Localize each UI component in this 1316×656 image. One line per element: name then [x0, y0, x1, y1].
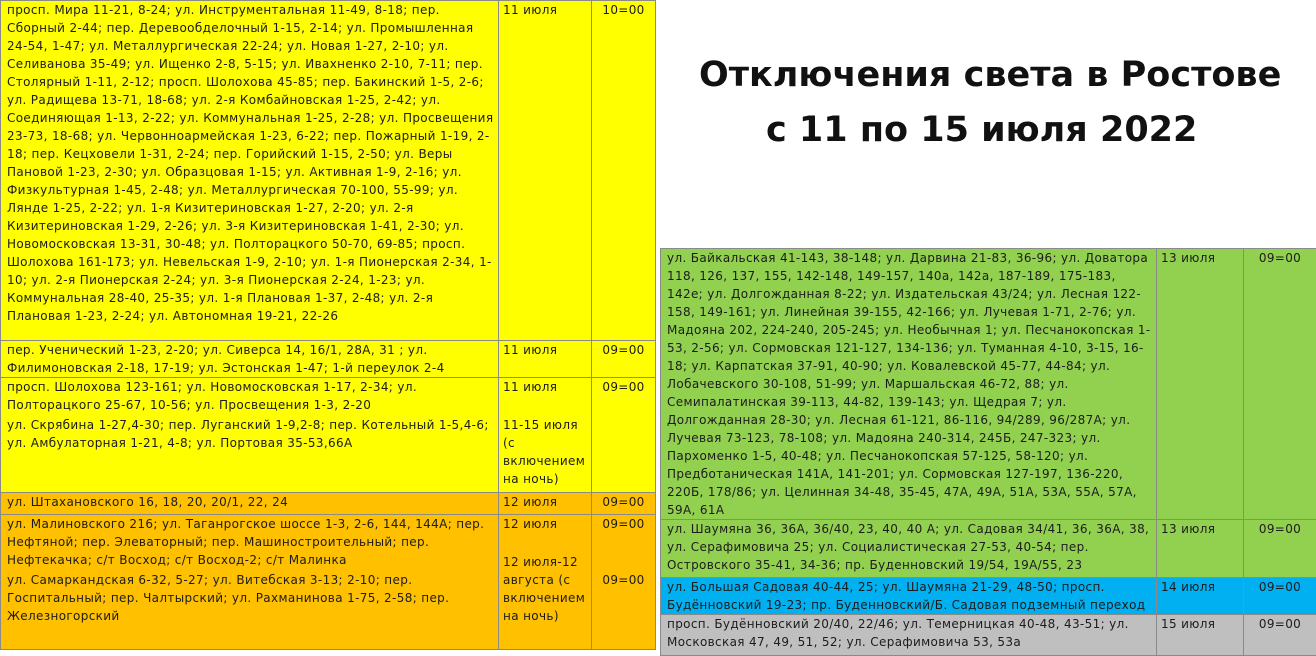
time-cell: 09=00 [1244, 249, 1316, 520]
date-cell: 11 июля [499, 1, 592, 341]
outage-row [1, 493, 656, 515]
address-cell: просп. Будённовский 20/40, 22/46; ул. Темерницкая 40-48, 43-51; ул. Московская 47, 49, 51, 52; ул. Серафимовича 53, 53а [661, 615, 1157, 656]
right-outage-table [660, 248, 1316, 656]
date-cell: 14 июля [1157, 578, 1244, 615]
title-line-2: с 11 по 15 июля 2022 [662, 105, 1316, 155]
time-cell: 09=00 [1244, 615, 1316, 656]
outage-row [661, 615, 1316, 656]
address-cell: ул. Шаумяна 36, 36А, 36/40, 23, 40, 40 А; ул. Садовая 34/41, 36, 36А, 38, ул. Серафимовича 25; ул. Социалистическая 27-53, 40-54; пер. Островского 35-41, 34-36; пр. Буденновский 19/54, 19А/55, 23 [661, 520, 1157, 578]
time-cell: 09=00 [592, 378, 656, 493]
address-cell: ул. Штахановского 16, 18, 20, 20/1, 22, 24 [1, 493, 499, 515]
address-text: просп. Шолохова 123-161; ул. Новомосковская 1-17, 2-34; ул. Полторацкого 25-67, 10-56; ул. Просвещения 1-3, 2-20 [7, 378, 494, 414]
left-outage-table [0, 0, 656, 650]
date-text: 11 июля [503, 378, 587, 396]
address-text: ул. Самаркандская 6-32, 5-27; ул. Витебская 3-13; 2-10; пер. Госпитальный; пер. Чалтырский; ул. Рахманинова 1-75, 2-58; пер. Железногорский [7, 571, 494, 625]
page-title [662, 50, 1316, 155]
outage-row [1, 1, 656, 341]
time-text: 09=00 [594, 515, 653, 533]
outage-row [661, 578, 1316, 615]
outage-row [661, 520, 1316, 578]
date-cell: 13 июля [1157, 520, 1244, 578]
time-cell: 09=00 [1244, 578, 1316, 615]
date-cell: 11 июля [499, 341, 592, 378]
date-cell [499, 378, 592, 493]
date-cell: 13 июля [1157, 249, 1244, 520]
date-cell: 15 июля [1157, 615, 1244, 656]
time-cell: 09=00 [592, 341, 656, 378]
date-cell [499, 515, 592, 650]
date-text: 11-15 июля (с включением на ночь) [503, 416, 587, 488]
address-text: ул. Малиновского 216; ул. Таганрогское шоссе 1-3, 2-6, 144, 144А; пер. Нефтяной; пер. Элеваторный; пер. Машиностроительный; пер. Нефтекачка; с/т Восход; с/т Восход-2; с/т Малинка [7, 515, 494, 569]
time-cell: 09=00 [1244, 520, 1316, 578]
address-cell [1, 378, 499, 493]
outage-row [1, 515, 656, 650]
date-text: 12 июля [503, 515, 587, 533]
address-cell: ул. Байкальская 41-143, 38-148; ул. Дарвина 21-83, 36-96; ул. Доватора 118, 126, 137, 155, 142-148, 149-157, 140а, 142а, 187-189, 175-183, 142е; ул. Долгожданная 8-22; ул. Издательская 43/24; ул. Лесная 122-158, 149-161; ул. Линейная 39-155, 42-166; ул. Лучевая 1-71, 2-76; ул. Мадояна 202, 224-240, 205-245; ул. Необычная 1; ул. Песчанокопская 1-53, 2-56; ул. Сормовская 121-127, 134-136; ул. Туманная 4-10, 3-15, 16-18; ул. Карпатская 37-91, 40-90; ул. Ковалевской 45-77, 44-84; ул. Лобачевского 30-108, 51-99; ул. Маршальская 46-72, 88; ул. Семипалатинская 39-113, 44-82, 139-143; ул. Щедрая 7; ул. Долгожданная 28-30; ул. Лесная 61-121, 86-116, 94/289, 96/287А; ул. Лучевая 73-123, 78-108; ул. Мадояна 240-314, 245Б, 247-323; ул. Пархоменко 1-5, 40-48; ул. Песчанокопская 57-125, 58-120; ул. Предботаническая 141А, 141-201; ул. Сормовская 127-197, 136-220, 220Б, 178/86; ул. Целинная 34-48, 35-45, 47А, 49А, 51А, 53А, 55А, 57А, 59А, 61А [661, 249, 1157, 520]
address-cell: пер. Ученический 1-23, 2-20; ул. Сиверса 14, 16/1, 28А, 31 ; ул. Филимоновская 2-18, 17-19; ул. Эстонская 1-47; 1-й переулок 2-4 [1, 341, 499, 378]
date-cell: 12 июля [499, 493, 592, 515]
time-cell [592, 515, 656, 650]
address-cell [1, 515, 499, 650]
date-text: 12 июля-12 августа (с включением на ночь) [503, 553, 587, 625]
address-cell: просп. Мира 11-21, 8-24; ул. Инструментальная 11-49, 8-18; пер. Сборный 2-44; пер. Деревообделочный 1-15, 2-14; ул. Промышленная 24-54, 1-47; ул. Металлургическая 22-24; ул. Новая 1-27, 2-10; ул. Селиванова 35-49; ул. Ищенко 2-8, 5-15; ул. Ивахненко 2-10, 7-11; пер. Столярный 1-11, 2-12; просп. Шолохова 45-85; пер. Бакинский 1-5, 2-6; ул. Радищева 13-71, 18-68; ул. 2-я Комбайновская 1-25, 2-42; ул. Соединяющая 1-13, 2-22; ул. Коммунальная 1-25, 2-28; ул. Просвещения 23-73, 18-68; ул. Червонноармейская 1-23, 6-22; пер. Пожарный 1-19, 2-18; пер. Кецховели 1-31, 2-24; пер. Горийский 1-15, 2-50; ул. Веры Пановой 1-23, 2-30; ул. Образцовая 1-15; ул. Активная 1-9, 2-16; ул. Физкультурная 1-45, 2-48; ул. Металлургическая 70-100, 55-99; ул. Лянде 1-25, 2-22; ул. 1-я Кизитериновская 1-27, 2-20; ул. 2-я Кизитериновская 1-29, 2-26; ул. 3-я Кизитериновская 1-41, 2-30; ул. Новомосковская 13-31, 30-48; ул. Полторацкого 50-70, 69-85; просп. Шолохова 161-173; ул. Невельская 1-9, 2-10; ул. 1-я Пионерская 2-34, 1-10; ул. 2-я Пионерская 2-24; ул. 3-я Пионерская 2-24, 1-23; ул. Коммунальная 28-40, 25-35; ул. 1-я Плановая 1-37, 2-48; ул. 2-я Плановая 1-23, 2-24; ул. Автономная 19-21, 22-26 [1, 1, 499, 341]
time-cell: 10=00 [592, 1, 656, 341]
outage-row [1, 378, 656, 493]
address-cell: ул. Большая Садовая 40-44, 25; ул. Шаумяна 21-29, 48-50; просп. Будённовский 19-23; пр. Буденновский/Б. Садовая подземный переход [661, 578, 1157, 615]
title-line-1: Отключения света в Ростове [662, 50, 1316, 100]
outage-row [661, 249, 1316, 520]
time-text: 09=00 [594, 571, 653, 589]
outage-row [1, 341, 656, 378]
address-text: ул. Скрябина 1-27,4-30; пер. Луганский 1-9,2-8; пер. Котельный 1-5,4-6; ул. Амбулаторная 1-21, 4-8; ул. Портовая 35-53,66А [7, 416, 494, 452]
time-cell: 09=00 [592, 493, 656, 515]
